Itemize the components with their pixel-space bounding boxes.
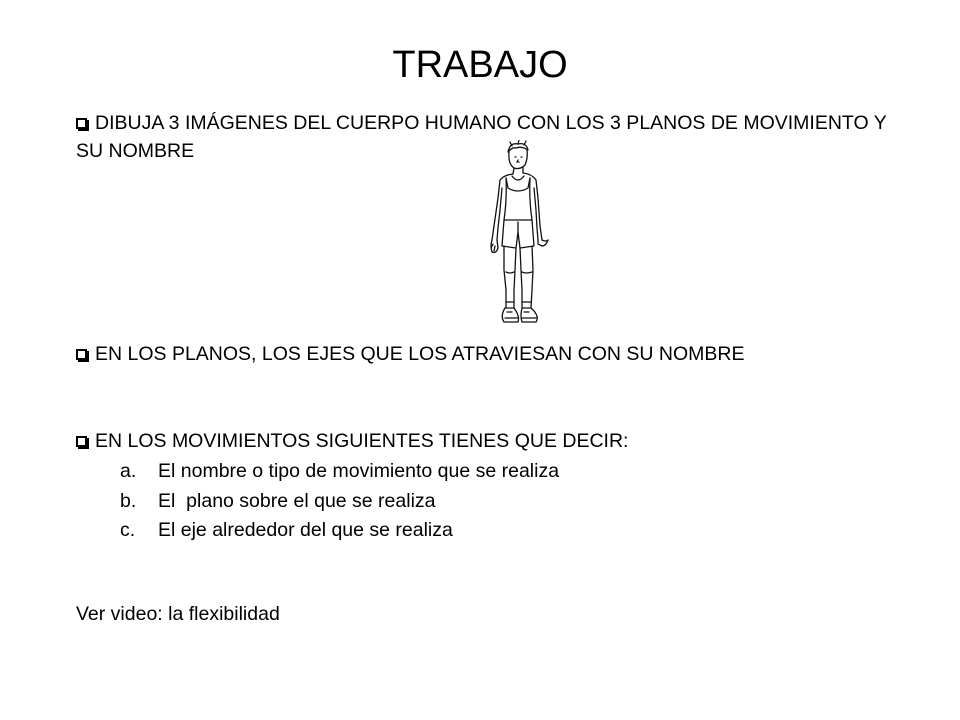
bullet-text: EN LOS MOVIMIENTOS SIGUIENTES TIENES QUE DECIR: xyxy=(95,430,629,452)
bullet-text: DIBUJA 3 IMÁGENES DEL CUERPO HUMANO CON LOS 3 PLANOS DE MOVIMIENTO Y SU NOMBRE xyxy=(76,112,887,162)
list-item-letter: c. xyxy=(120,519,136,541)
checkbox-bullet-icon xyxy=(76,436,87,447)
checkbox-bullet-icon xyxy=(76,118,87,129)
bullet-item-movements xyxy=(76,427,916,455)
list-item xyxy=(120,487,559,517)
list-item xyxy=(120,516,559,546)
checkbox-bullet-icon xyxy=(76,349,87,360)
list-item-text: El nombre o tipo de movimiento que se realiza xyxy=(158,460,560,482)
list-item-letter: b. xyxy=(120,489,137,512)
movement-questions-list xyxy=(120,457,559,546)
list-item-text: El eje alrededor del que se realiza xyxy=(158,519,453,541)
bullet-item-axes xyxy=(76,340,916,368)
video-reference-text: Ver video: la flexibilidad xyxy=(76,603,280,625)
list-item-text: El plano sobre el que se realiza xyxy=(158,489,436,512)
list-item-letter: a. xyxy=(120,460,137,482)
slide-title: TRABAJO xyxy=(392,44,568,86)
bullet-text: EN LOS PLANOS, LOS EJES QUE LOS ATRAVIESAN CON SU NOMBRE xyxy=(95,343,745,365)
list-item xyxy=(120,457,559,487)
standing-human-figure-icon xyxy=(476,140,556,330)
